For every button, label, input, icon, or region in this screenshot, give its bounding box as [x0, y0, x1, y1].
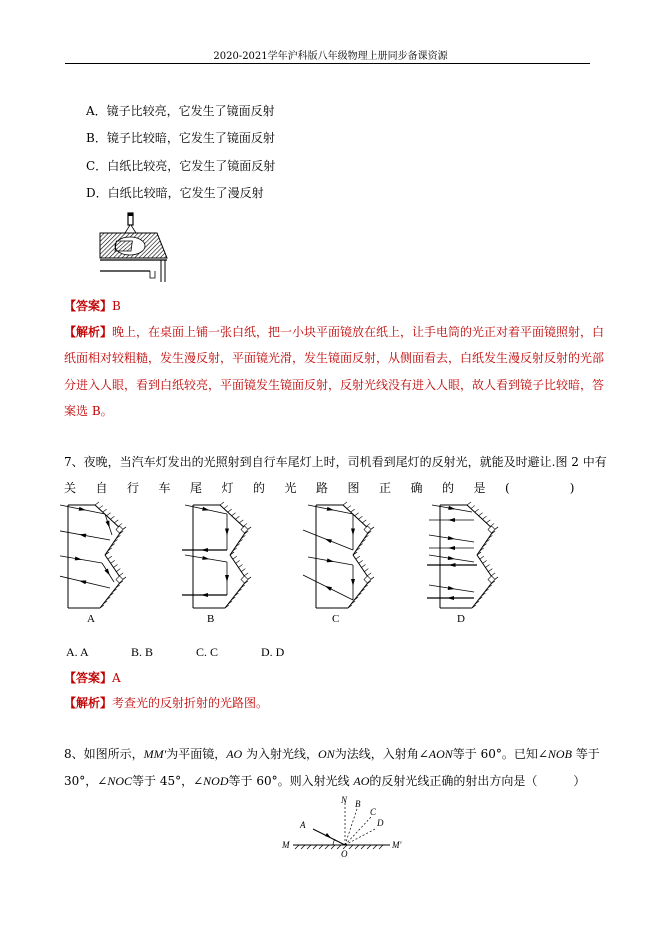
- stem-text: 为法线，入射角∠: [334, 747, 429, 761]
- label-n: N: [341, 795, 348, 805]
- analysis-tag: 【解析】: [64, 325, 113, 339]
- q8-stem-line-2: [64, 773, 585, 789]
- tail-light-diagram-b: [182, 502, 251, 608]
- q7-option-c: C. C: [196, 645, 219, 659]
- stem-text: 等于 60°。已知∠: [452, 747, 548, 761]
- arrow-icon: [325, 833, 331, 838]
- option-label: B．: [86, 131, 107, 145]
- var-aon: AON: [428, 747, 453, 761]
- option-text: 白纸比较暗，它发生了漫反射: [107, 186, 264, 200]
- q6-analysis-line-3: 分进入人眼，看到白纸较亮，平面镜发生镜面反射，反射光线没有进入人眼，故人看到镜子比较暗，答: [64, 378, 605, 392]
- option-text: 白纸比较亮，它发生了镜面反射: [107, 159, 276, 173]
- answer-tag: 【答案】: [64, 299, 113, 313]
- stem-text: 等于: [571, 747, 600, 761]
- tail-light-diagram-a: [60, 502, 126, 608]
- q6-option-b: [86, 130, 275, 146]
- q6-answer: [64, 298, 121, 314]
- label-d: D: [377, 818, 384, 828]
- stem-text: 为平面镜，: [166, 747, 227, 761]
- figure-label-c: C: [332, 613, 340, 625]
- var-noc: NOC: [107, 774, 133, 788]
- label-a: A: [300, 820, 306, 830]
- label-o: O: [341, 849, 348, 859]
- page-header-title: 2020-2021学年沪科版八年级物理上册同步备课资源: [213, 51, 448, 62]
- var-ao: AO: [353, 774, 370, 788]
- ray-oc: [345, 817, 371, 845]
- mirror-hatching: [295, 845, 383, 849]
- mirror: [115, 241, 132, 251]
- option-text: 镜子比较暗，它发生了镜面反射: [106, 131, 275, 145]
- stem-text: 关自行车尾灯的光路图正确的是: [64, 481, 506, 495]
- q7-stem-line-2: [64, 480, 574, 496]
- option-label: D．: [86, 186, 108, 200]
- ray-od: [345, 828, 377, 845]
- q7-analysis: [64, 695, 268, 711]
- stem-text: 30°，∠: [64, 774, 108, 788]
- stem-text: 等于 45°，∠: [132, 774, 204, 788]
- q6-analysis-line-1: [64, 324, 604, 340]
- option-label: C．: [86, 159, 108, 173]
- q6-option-d: [86, 185, 264, 201]
- q6-option-c: [86, 158, 275, 174]
- var-nob: NOB: [547, 747, 572, 761]
- ray-ob: [345, 809, 357, 845]
- flashlight-mirror-on-table-figure: [95, 208, 175, 283]
- tail-light-diagram-c: [303, 502, 374, 608]
- analysis-text: 晚上，在桌面上铺一张白纸，把一小块平面镜放在纸上，让手电筒的光正对着平面镜照射，白: [112, 325, 605, 339]
- figure-label-d: D: [457, 613, 465, 625]
- answer-blank: ( ): [505, 481, 575, 495]
- stem-text: 8、如图所示，: [64, 747, 144, 761]
- var-nod: NOD: [203, 774, 229, 788]
- label-m-prime: M': [392, 840, 402, 850]
- analysis-tag: 【解析】: [64, 696, 113, 710]
- q7-option-a: A. A: [66, 645, 89, 659]
- answer-tag: 【答案】: [64, 671, 113, 685]
- stem-text: 的反射光线正确的射出方向是（ ）: [369, 774, 586, 788]
- q6-option-a: [86, 103, 275, 119]
- stem-text: 等于 60°。则入射光线: [228, 774, 354, 788]
- var-on: ON: [318, 747, 335, 761]
- q6-analysis-line-2: 纸面相对较粗糙，发生漫反射，平面镜光滑，发生镜面反射，从侧面看去，白纸发生漫反射反射的光部: [64, 351, 605, 365]
- figure-label-a: A: [87, 613, 95, 625]
- q7-stem-line-1: 7、夜晚，当汽车灯发出的光照射到自行车尾灯上时，司机看到尾灯的反射光，就能及时避让.图 2 中有: [64, 455, 607, 469]
- q7-answer: [64, 670, 121, 686]
- option-label: A．: [86, 104, 107, 118]
- label-b: B: [355, 799, 361, 809]
- q7-option-d: D. D: [261, 645, 285, 659]
- tail-light-diagram-d: [427, 502, 498, 608]
- header-divider: [65, 63, 590, 64]
- label-c: C: [370, 807, 377, 817]
- label-m: M: [282, 840, 290, 850]
- option-text: 镜子比较亮，它发生了镜面反射: [106, 104, 275, 118]
- stem-text: 为入射光线，: [242, 747, 319, 761]
- q7-figures: [60, 500, 530, 625]
- answer-value: A: [112, 671, 121, 685]
- q8-reflection-figure: [275, 795, 405, 860]
- analysis-text: 考查光的反射折射的光路图。: [112, 696, 269, 710]
- var-ao: AO: [226, 747, 243, 761]
- q7-option-b: B. B: [131, 645, 154, 659]
- answer-value: B: [112, 299, 121, 313]
- figure-label-b: B: [207, 613, 215, 625]
- q6-analysis-line-4: 案选 B。: [64, 404, 113, 418]
- var-mm: MM': [143, 747, 167, 761]
- q8-stem-line-1: [64, 746, 600, 762]
